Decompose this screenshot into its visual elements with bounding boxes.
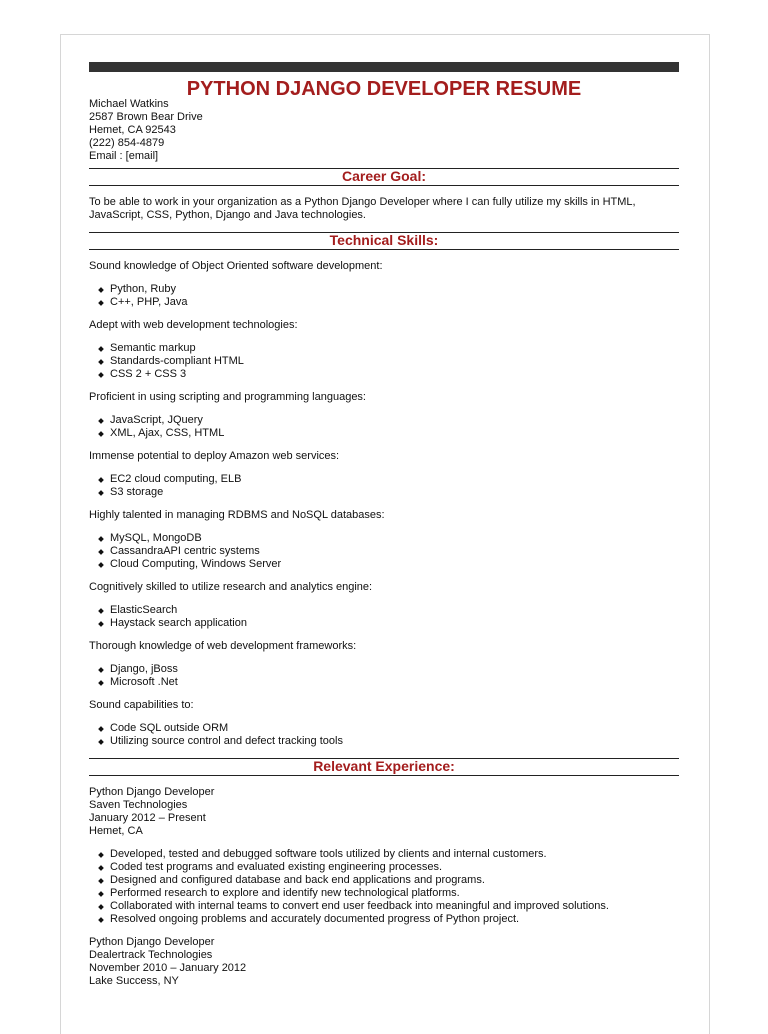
- bullet-icon: [98, 621, 104, 627]
- list-item-text: Designed and configured database and back end applications and programs.: [110, 874, 485, 886]
- list-item: [97, 296, 679, 309]
- bullet-icon: [98, 865, 104, 871]
- contact-street: 2587 Brown Bear Drive: [89, 111, 203, 123]
- bullet-icon: [98, 904, 104, 910]
- list-item-text: Django, jBoss: [110, 663, 178, 675]
- career-goal-text: To be able to work in your organization as a Python Django Developer where I can fully utilize my skills in HTML, JavaScript, CSS, Python, Django and Java technologies.: [89, 196, 636, 221]
- contact-phone: (222) 854-4879: [89, 137, 165, 149]
- skill-group-intro: Sound knowledge of Object Oriented software development:: [89, 260, 383, 272]
- bullet-icon: [98, 418, 104, 424]
- list-item: [97, 427, 679, 440]
- list-item-text: Cloud Computing, Windows Server: [110, 558, 282, 570]
- job-entry: [89, 786, 679, 926]
- list-item-text: C++, PHP, Java: [110, 296, 188, 308]
- list-item-text: JavaScript, JQuery: [110, 414, 203, 426]
- bullet-list: [89, 604, 679, 630]
- skills-list: [89, 260, 679, 748]
- bullet-icon: [98, 536, 104, 542]
- list-item-text: CSS 2 + CSS 3: [110, 368, 187, 380]
- list-item-text: Python, Ruby: [110, 283, 177, 295]
- list-item-text: CassandraAPI centric systems: [110, 545, 260, 557]
- bullet-icon: [98, 726, 104, 732]
- list-item-text: Haystack search application: [110, 617, 247, 629]
- contact-email: Email : [email]: [89, 150, 159, 162]
- job-dates: November 2010 – January 2012: [89, 962, 247, 974]
- resume-content: [89, 62, 679, 988]
- contact-block: [89, 98, 679, 163]
- bullet-icon: [98, 359, 104, 365]
- job-company: Dealertrack Technologies: [89, 949, 213, 961]
- bullet-list: [89, 342, 679, 381]
- list-item: [97, 874, 679, 887]
- bullet-icon: [98, 852, 104, 858]
- job-dates: January 2012 – Present: [89, 812, 206, 824]
- list-item: [97, 900, 679, 913]
- list-item: [97, 913, 679, 926]
- job-location: Hemet, CA: [89, 825, 143, 837]
- skill-group-intro: Sound capabilities to:: [89, 699, 194, 711]
- list-item-text: XML, Ajax, CSS, HTML: [110, 427, 225, 439]
- list-item: [97, 887, 679, 900]
- bullet-icon: [98, 431, 104, 437]
- bullet-list: [89, 722, 679, 748]
- list-item: [97, 676, 679, 689]
- technical-skills-heading: Technical Skills:: [89, 232, 679, 250]
- job-entry: [89, 936, 679, 988]
- list-item-text: Microsoft .Net: [110, 676, 178, 688]
- bullet-icon: [98, 477, 104, 483]
- list-item-text: ElasticSearch: [110, 604, 178, 616]
- list-item: [97, 735, 679, 748]
- list-item-text: Coded test programs and evaluated existing engineering processes.: [110, 861, 443, 873]
- bullet-list: [89, 663, 679, 689]
- list-item-text: Semantic markup: [110, 342, 196, 354]
- list-item: [97, 722, 679, 735]
- bullet-icon: [98, 608, 104, 614]
- bullet-icon: [98, 667, 104, 673]
- header-bar: [89, 62, 679, 72]
- bullet-list: [89, 848, 679, 926]
- bullet-icon: [98, 891, 104, 897]
- list-item: [97, 283, 679, 296]
- bullet-icon: [98, 346, 104, 352]
- bullet-icon: [98, 680, 104, 686]
- skill-group-intro: Immense potential to deploy Amazon web services:: [89, 450, 340, 462]
- list-item: [97, 558, 679, 571]
- list-item-text: Developed, tested and debugged software tools utilized by clients and internal customers.: [110, 848, 547, 860]
- list-item: [97, 368, 679, 381]
- list-item: [97, 473, 679, 486]
- skill-group-intro: Highly talented in managing RDBMS and NoSQL databases:: [89, 509, 385, 521]
- list-item-text: MySQL, MongoDB: [110, 532, 202, 544]
- list-item-text: Utilizing source control and defect tracking tools: [110, 735, 343, 747]
- job-role: Python Django Developer: [89, 786, 215, 798]
- bullet-list: [89, 532, 679, 571]
- list-item-text: Resolved ongoing problems and accurately documented progress of Python project.: [110, 913, 520, 925]
- list-item: [97, 861, 679, 874]
- list-item: [97, 663, 679, 676]
- skill-group-intro: Proficient in using scripting and programming languages:: [89, 391, 366, 403]
- bullet-icon: [98, 300, 104, 306]
- contact-city: Hemet, CA 92543: [89, 124, 176, 136]
- list-item-text: Code SQL outside ORM: [110, 722, 229, 734]
- bullet-icon: [98, 562, 104, 568]
- list-item-text: Performed research to explore and identify new technological platforms.: [110, 887, 460, 899]
- jobs-list: [89, 786, 679, 988]
- bullet-list: [89, 414, 679, 440]
- list-item: [97, 486, 679, 499]
- skill-group-intro: Thorough knowledge of web development frameworks:: [89, 640, 357, 652]
- career-goal-heading: Career Goal:: [89, 168, 679, 186]
- resume-title: PYTHON DJANGO DEVELOPER RESUME: [186, 78, 582, 100]
- bullet-icon: [98, 372, 104, 378]
- relevant-experience-heading: Relevant Experience:: [89, 758, 679, 776]
- bullet-icon: [98, 287, 104, 293]
- list-item: [97, 355, 679, 368]
- bullet-icon: [98, 917, 104, 923]
- bullet-icon: [98, 739, 104, 745]
- list-item-text: S3 storage: [110, 486, 164, 498]
- list-item: [97, 848, 679, 861]
- list-item-text: Standards-compliant HTML: [110, 355, 244, 367]
- contact-name: Michael Watkins: [89, 98, 169, 110]
- bullet-icon: [98, 878, 104, 884]
- list-item: [97, 604, 679, 617]
- job-company: Saven Technologies: [89, 799, 188, 811]
- skill-group-intro: Adept with web development technologies:: [89, 319, 298, 331]
- bullet-list: [89, 283, 679, 309]
- bullet-icon: [98, 549, 104, 555]
- list-item: [97, 617, 679, 630]
- skill-group-intro: Cognitively skilled to utilize research and analytics engine:: [89, 581, 373, 593]
- list-item-text: EC2 cloud computing, ELB: [110, 473, 242, 485]
- list-item: [97, 532, 679, 545]
- list-item: [97, 414, 679, 427]
- list-item-text: Collaborated with internal teams to convert end user feedback into meaningful and improved solutions.: [110, 900, 609, 912]
- job-location: Lake Success, NY: [89, 975, 179, 987]
- bullet-icon: [98, 490, 104, 496]
- list-item: [97, 545, 679, 558]
- job-role: Python Django Developer: [89, 936, 215, 948]
- list-item: [97, 342, 679, 355]
- bullet-list: [89, 473, 679, 499]
